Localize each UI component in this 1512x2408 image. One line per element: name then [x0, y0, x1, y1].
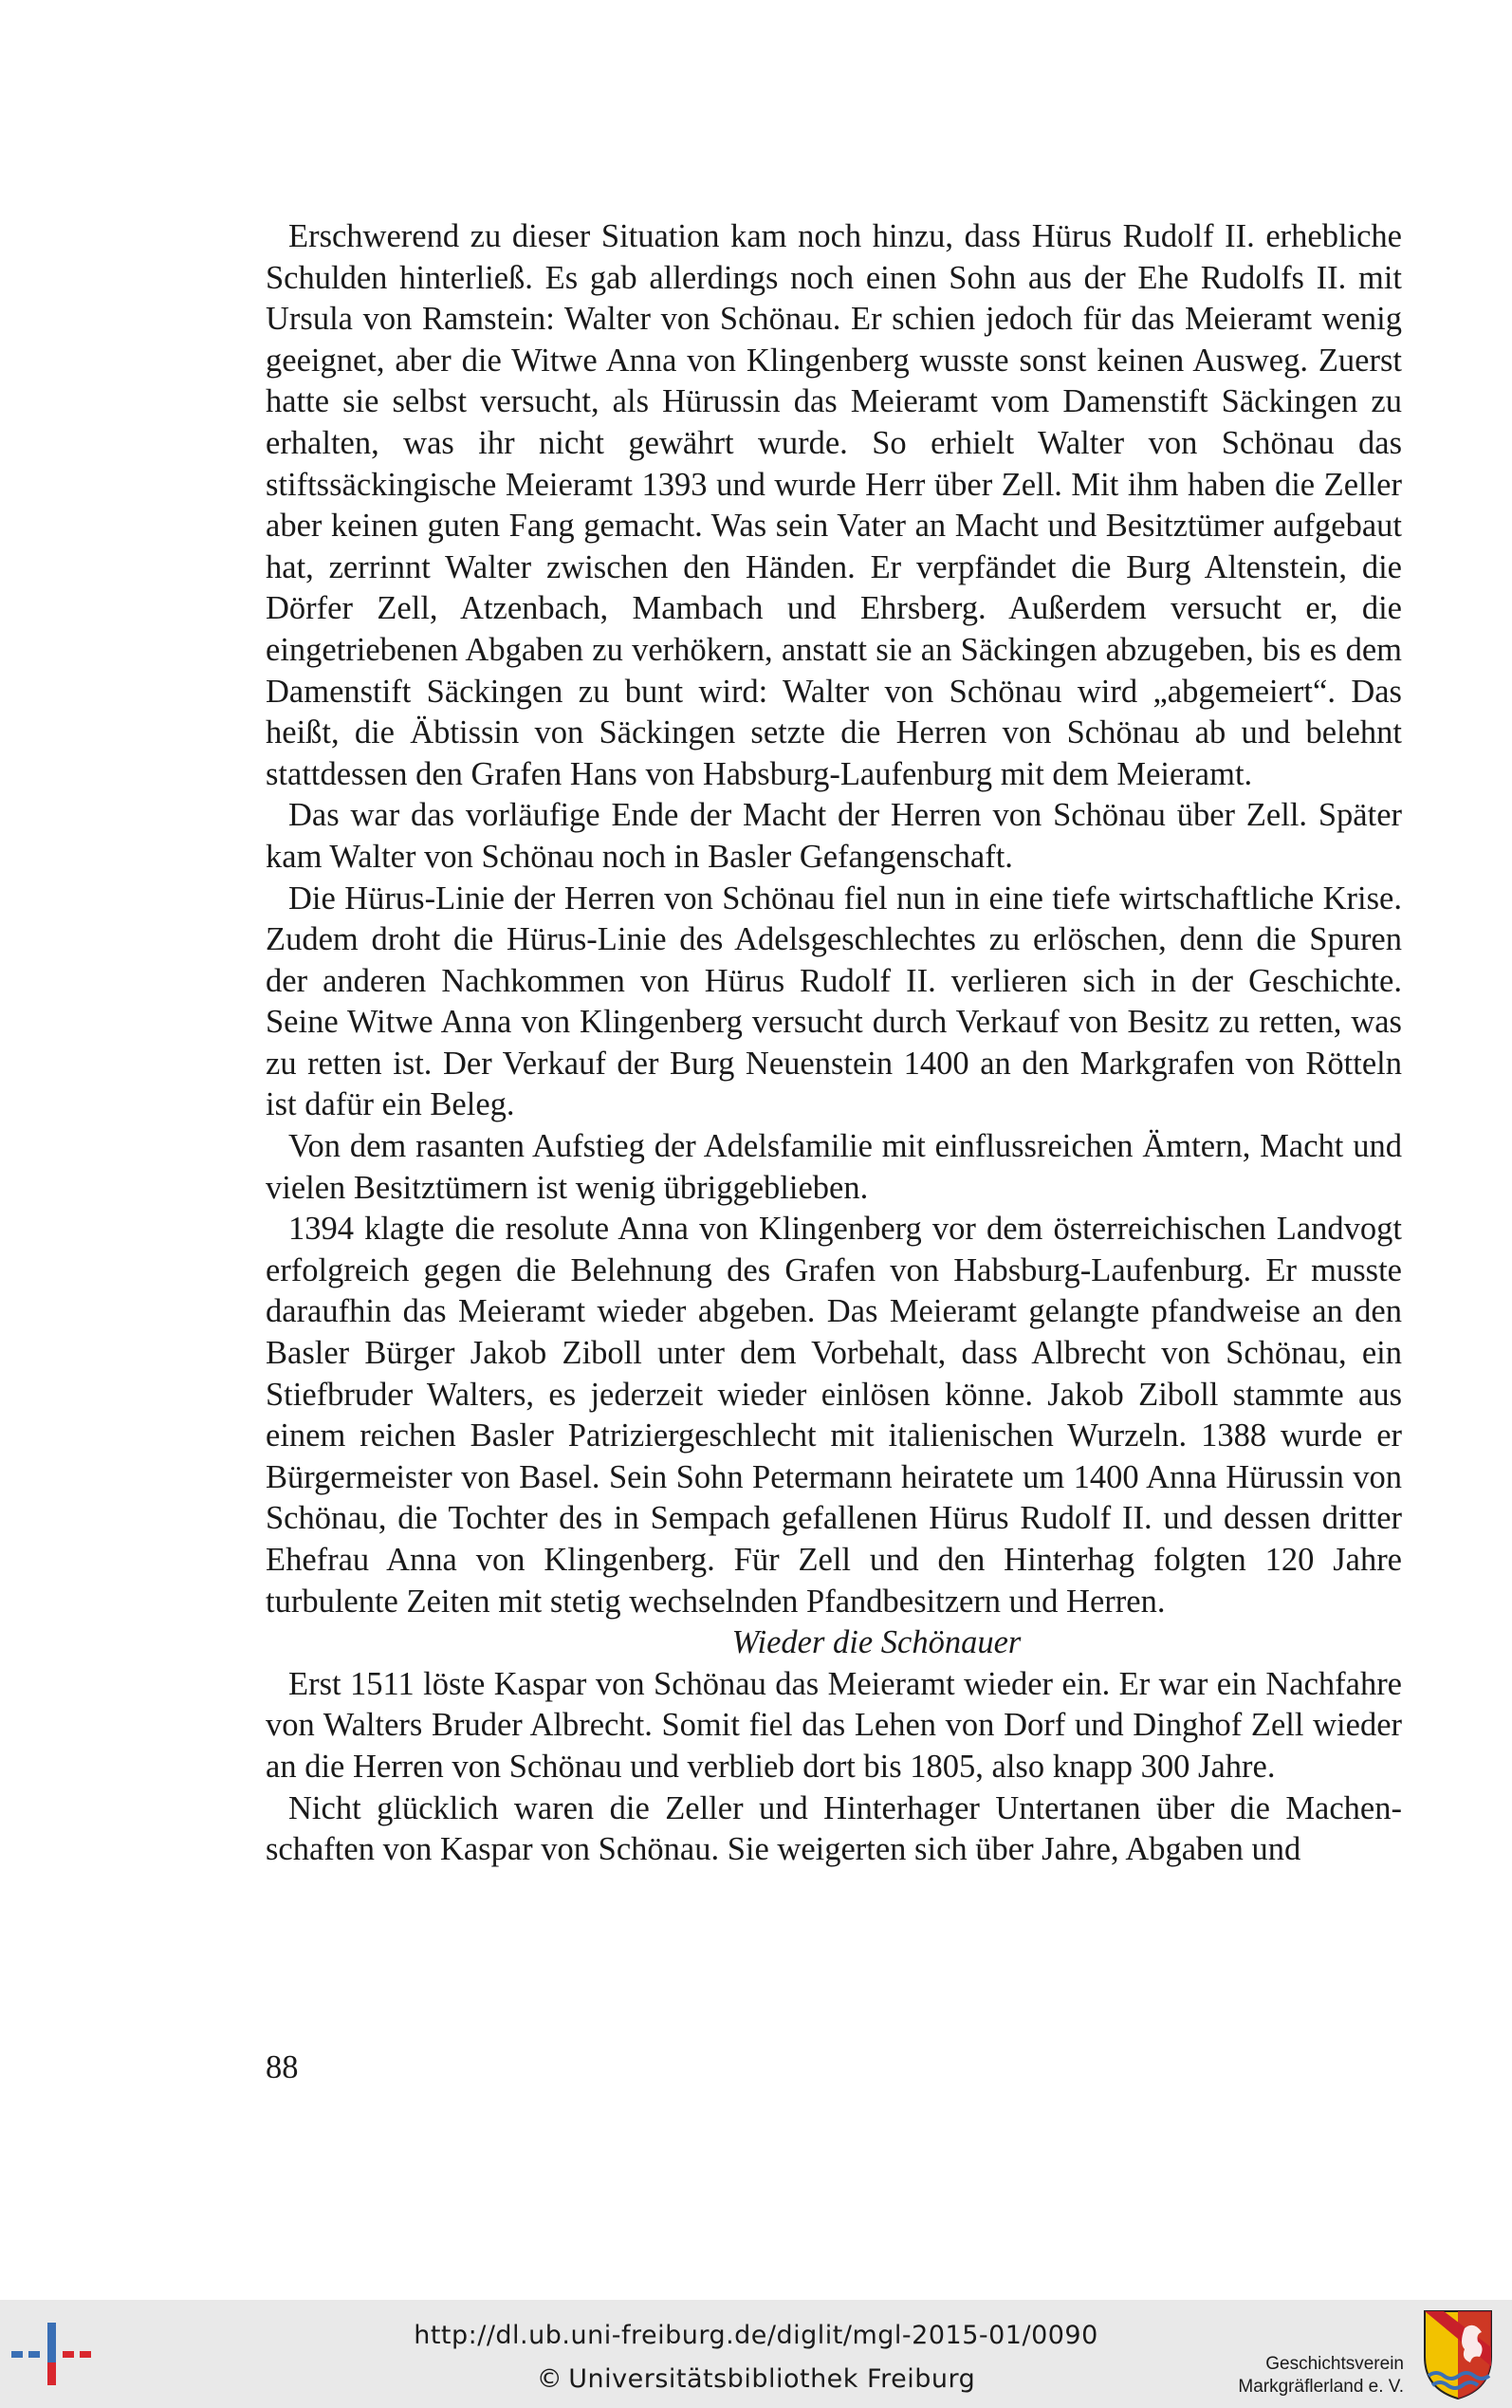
section-heading: Wieder die Schönauer — [731, 1624, 1022, 1661]
copyright-symbol: © — [536, 2364, 563, 2394]
society-name — [1214, 2353, 1404, 2399]
footer-bar — [0, 2300, 1512, 2408]
paragraph: Erschwerend zu dieser Situation kam noch hinzu, dass Hürus Rudolf II. erhebliche Schulden hinterließ. Es gab allerdings noch einen Sohn aus der Ehe Rudolfs II. mit Ursula von Ramstein: Walter von Schönau. Er schien jedoch für das Meieramt wenig geeignet, aber die Witwe Anna von Klingenberg wusste sonst keinen Ausweg. Zuerst hatte sie selbst versucht, als Hürussin das Meieramt vom Damenstift Säckingen zu erhalten, was ihr nicht gewährt wurde. So erhielt Walter von Schönau das stiftssäckingische Meieramt 1393 und wurde Herr über Zell. Mit ihm haben die Zeller aber keinen guten Fang gemacht. Was sein Vater an Macht und Besitztümer aufgebaut hat, zerrinnt Walter zwischen den Händen. Er verpfändet die Burg Altenstein, die Dörfer Zell, Atzenbach, Mambach und Ehrsberg. Außerdem versucht er, die eingetriebenen Abgaben zu verhökern, anstatt sie an Säckingen abzugeben, bis es dem Damenstift Säckingen zu bunt wird: Walter von Schönau wird „abgemeiert“. Das heißt, die Äbtissin von Säckingen setzte die Herren von Schönau ab und belehnt stattdessen den Grafen Hans von Habsburg-Laufenburg mit dem Meieramt. — [266, 218, 1402, 792]
paragraph: Erst 1511 löste Kaspar von Schönau das Meieramt wieder ein. Er war ein Nachfahre von Walters Bruder Albrecht. Somit fiel das Lehen von Dorf und Dinghof Zell wieder an die Herren von Schönau und verblieb dort bis 1805, also knapp 300 Jahre. — [266, 1665, 1402, 1785]
paragraph: Von dem rasanten Aufstieg der Adelsfamilie mit einflussreichen Ämtern, Macht und vielen Besitztümern ist wenig übriggeblieben. — [266, 1128, 1402, 1206]
page-body — [266, 216, 1402, 1871]
copyright-text: Universitätsbibliothek Freiburg — [568, 2364, 976, 2394]
society-crest-icon[interactable] — [1423, 2309, 1493, 2400]
paragraph: Die Hürus-Linie der Herren von Schönau fiel nun in eine tiefe wirtschaftliche Krise. Zudem droht die Hürus-Linie des Adelsgeschlechtes zu erlöschen, denn die Spuren der anderen Nachkommen von Hürus Rudolf II. verlieren sich in der Geschichte. Seine Witwe Anna von Klingenberg versucht durch Verkauf von Besitz zu retten, was zu retten ist. Der Verkauf der Burg Neuenstein 1400 an den Markgrafen von Rötteln ist dafür ein Beleg. — [266, 880, 1402, 1123]
paragraph: Nicht glücklich waren die Zeller und Hinterhager Untertanen über die Machenschaften von Kaspar von Schönau. Sie weigerten sich über Jahre, Abgaben und — [266, 1789, 1402, 1868]
paragraph: 1394 klagte die resolute Anna von Klingenberg vor dem österreichischen Landvogt erfolgreich gegen die Belehnung des Grafen von Habsburg-Laufenburg. Er musste daraufhin das Meieramt wieder abgeben. Das Meieramt gelangte pfandweise an den Basler Bürger Jakob Ziboll unter dem Vorbehalt, dass Albrecht von Schönau, ein Stiefbruder Walters, es jederzeit wieder einlösen könne. Jakob Ziboll stammte aus einem reichen Basler Patriziergeschlecht mit italienischen Wurzeln. 1388 wurde er Bürgermeister von Basel. Sein Sohn Petermann heiratete um 1400 Anna Hürussin von Schönau, die Tochter des in Sempach gefallenen Hürus Rudolf II. und dessen dritter Ehefrau Anna von Klingenberg. Für Zell und den Hinterhag folgten 120 Jahre turbulente Zeiten mit stetig wechselnden Pfandbesitzern und Herren. — [266, 1211, 1402, 1620]
society-name-line2: Markgräflerland e. V. — [1238, 2377, 1404, 2397]
paragraph: Das war das vorläufige Ende der Macht der Herren von Schönau über Zell. Später kam Walter von Schönau noch in Basler Gefangenschaft. — [266, 797, 1402, 875]
society-name-line1: Geschichtsverein — [1265, 2354, 1404, 2374]
page-number: 88 — [266, 2049, 299, 2085]
source-url-link[interactable]: http://dl.ub.uni-freiburg.de/diglit/mgl-2015-01/0090 — [414, 2321, 1098, 2350]
